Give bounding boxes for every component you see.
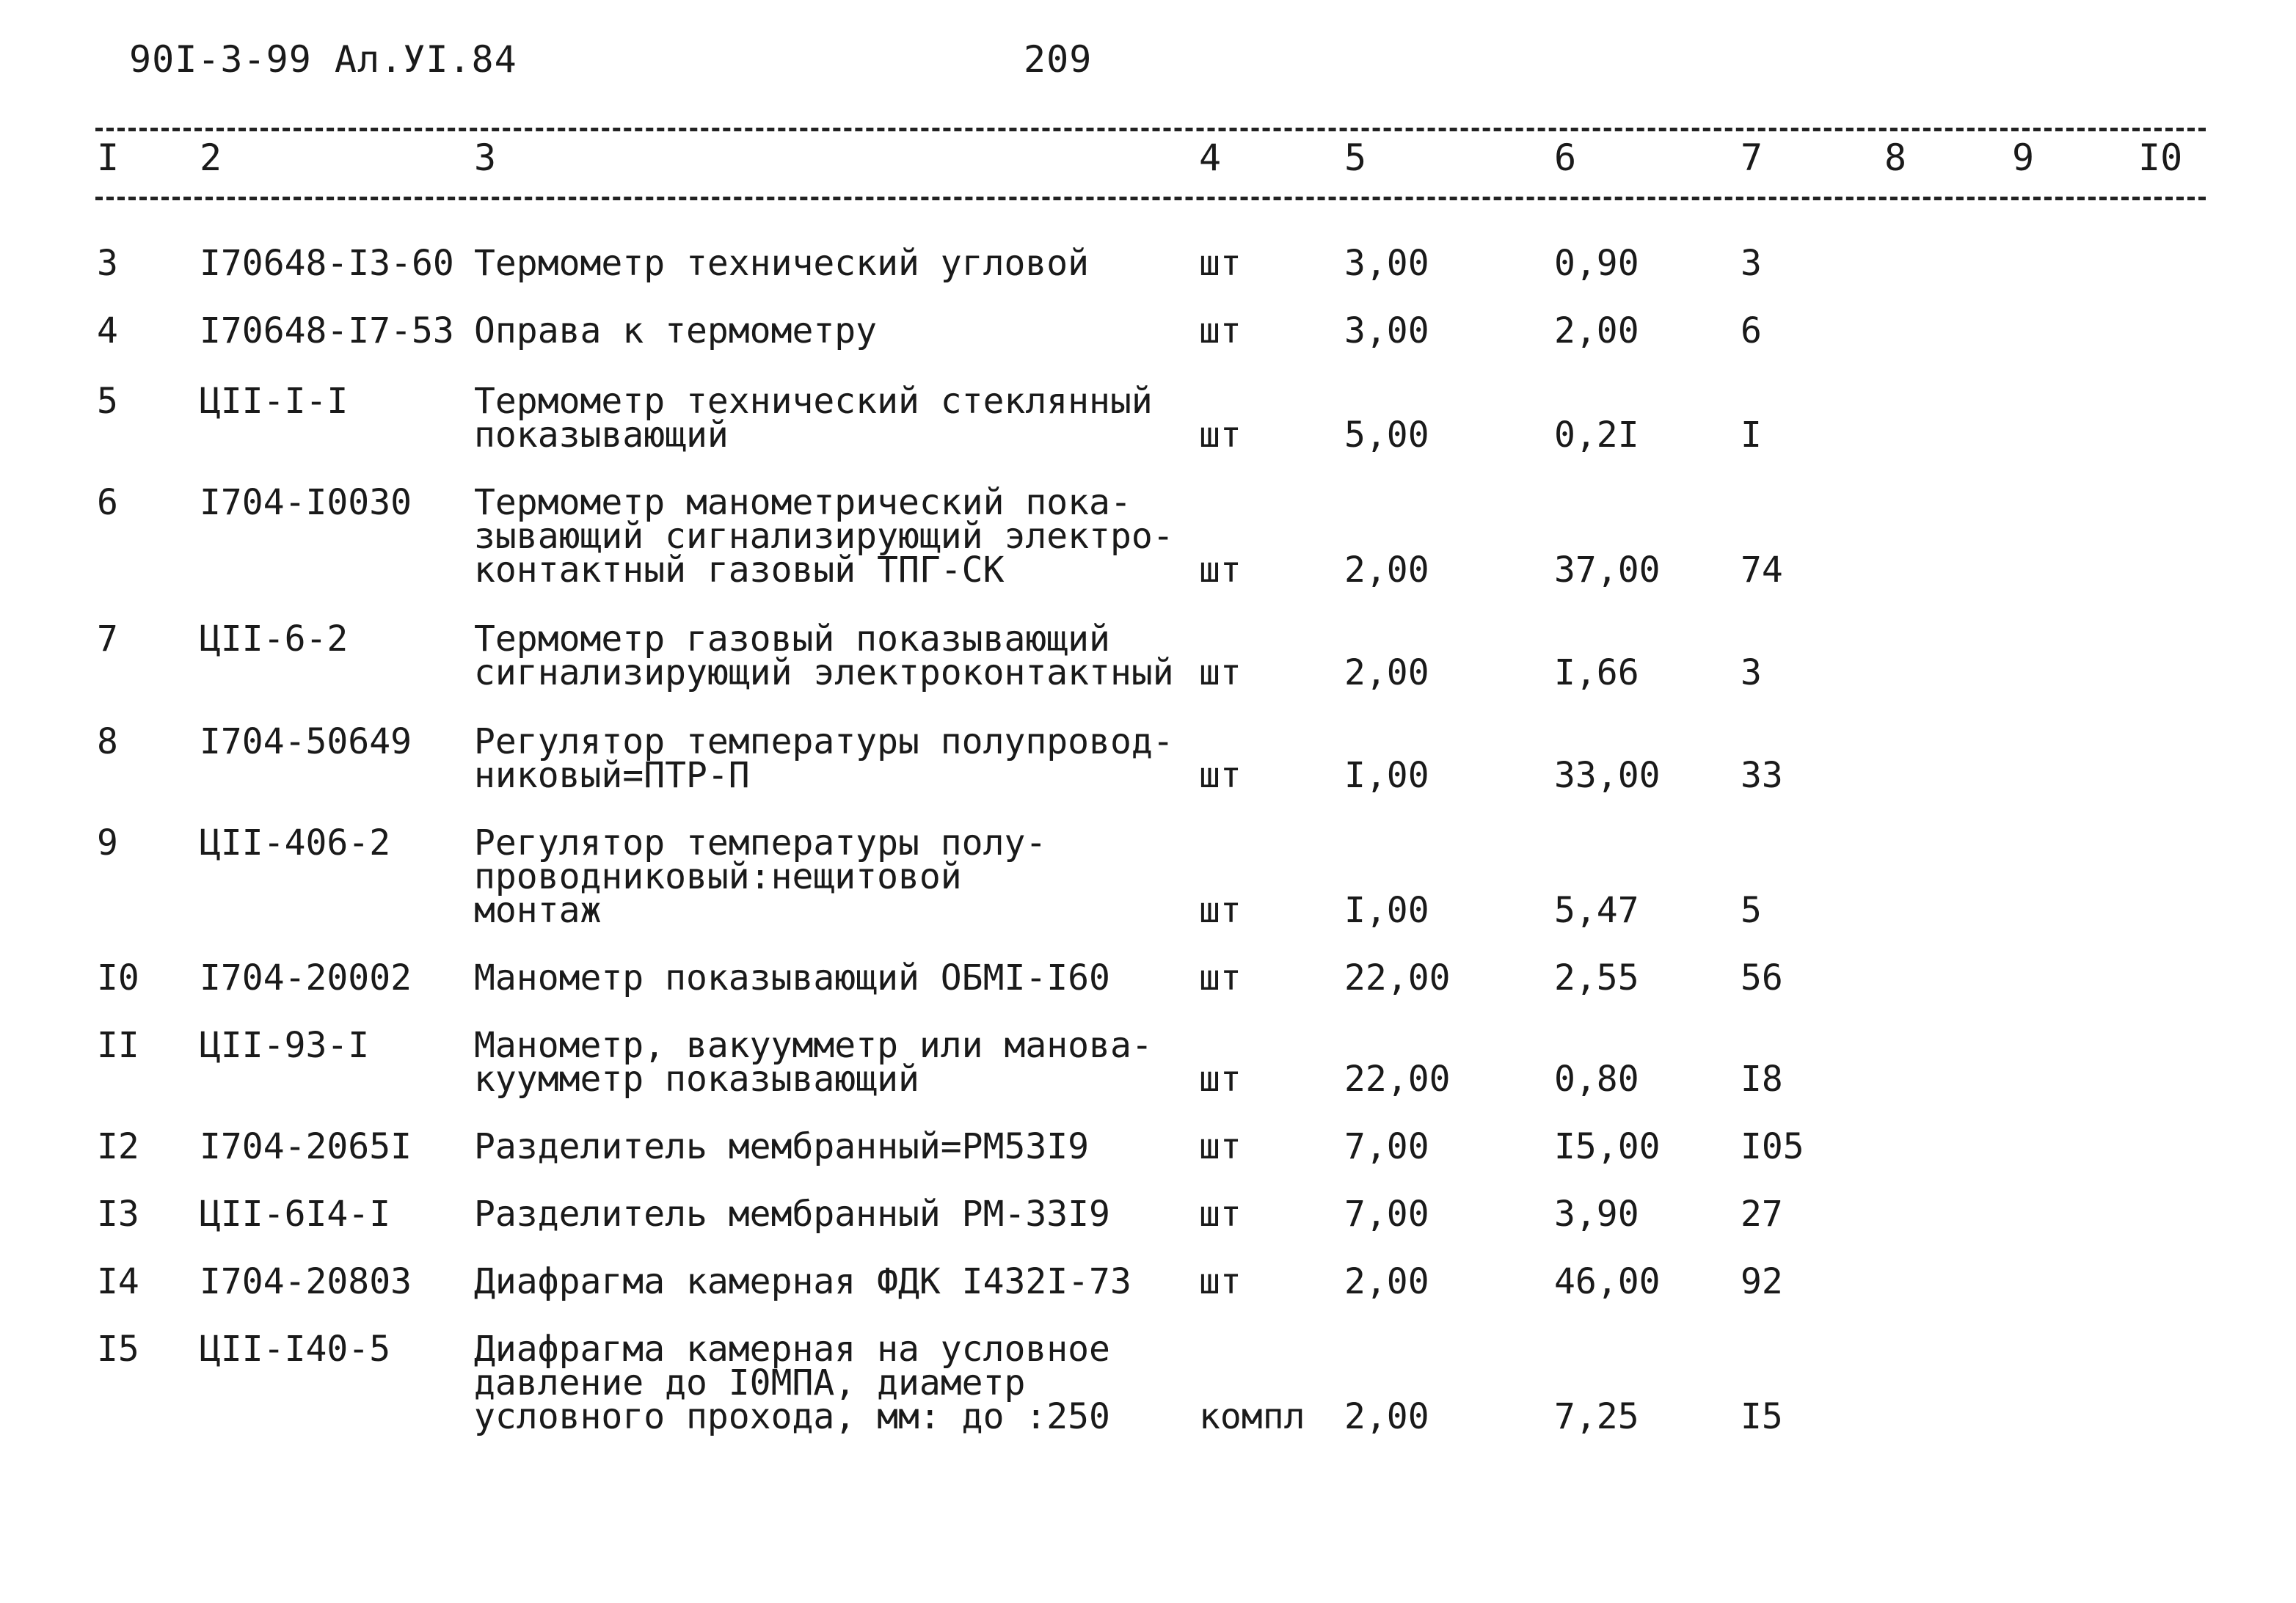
item-total: I	[1741, 415, 1762, 456]
item-quantity: 7,00	[1344, 1126, 1429, 1167]
item-price: 5,47	[1554, 890, 1639, 931]
item-total: 27	[1741, 1194, 1783, 1235]
item-quantity: 5,00	[1344, 415, 1429, 456]
item-unit: шт	[1199, 1261, 1242, 1302]
item-name: Разделитель мембранный=РМ53I9	[474, 1126, 1090, 1167]
column-number-1: I	[97, 136, 120, 179]
page-number: 209	[1024, 38, 1093, 81]
item-unit: шт	[1199, 890, 1242, 931]
table-header-rule	[95, 197, 2206, 200]
item-name: Оправа к термометру	[474, 310, 878, 351]
item-unit: компл	[1199, 1396, 1305, 1437]
row-number: 9	[97, 822, 118, 863]
row-number: 3	[97, 243, 118, 284]
row-number: I3	[97, 1194, 139, 1235]
column-number-8: 8	[1884, 136, 1907, 179]
item-quantity: 3,00	[1344, 243, 1429, 284]
item-name: Регулятор температуры полу- проводниковый:нещитовой монтаж	[474, 822, 1047, 931]
row-number: 5	[97, 381, 118, 422]
item-total: 33	[1741, 755, 1783, 796]
item-price: 46,00	[1554, 1261, 1661, 1302]
column-number-6: 6	[1554, 136, 1577, 179]
column-number-10: I0	[2138, 136, 2183, 179]
row-number: I0	[97, 957, 139, 998]
item-quantity: 3,00	[1344, 310, 1429, 351]
column-number-3: 3	[474, 136, 497, 179]
item-total: 5	[1741, 890, 1762, 931]
item-price: I,66	[1554, 652, 1639, 693]
item-code: I704-20803	[200, 1261, 412, 1302]
item-code: ЦII-406-2	[200, 822, 391, 863]
item-name: Термометр газовый показывающий сигнализирующий электроконтактный	[474, 618, 1174, 693]
item-price: 0,80	[1554, 1059, 1639, 1100]
item-price: 3,90	[1554, 1194, 1639, 1235]
item-unit: шт	[1199, 652, 1242, 693]
item-name: Диафрагма камерная на условное давление до I0МПА, диаметр условного прохода, мм: до :250	[474, 1329, 1110, 1437]
item-total: 74	[1741, 549, 1783, 591]
item-name: Термометр технический угловой	[474, 243, 1090, 284]
item-total: 3	[1741, 652, 1762, 693]
item-unit: шт	[1199, 310, 1242, 351]
item-code: I70648-I7-53	[200, 310, 454, 351]
item-code: I704-20002	[200, 957, 412, 998]
item-unit: шт	[1199, 957, 1242, 998]
item-unit: шт	[1199, 1126, 1242, 1167]
item-total: 6	[1741, 310, 1762, 351]
item-name: Регулятор температуры полупровод- никовый=ПТР-П	[474, 721, 1174, 796]
item-code: I704-I0030	[200, 482, 412, 523]
item-code: I70648-I3-60	[200, 243, 454, 284]
row-number: 7	[97, 618, 118, 660]
item-price: 7,25	[1554, 1396, 1639, 1437]
item-unit: шт	[1199, 549, 1242, 591]
column-number-2: 2	[200, 136, 222, 179]
row-number: I4	[97, 1261, 139, 1302]
row-number: 6	[97, 482, 118, 523]
item-quantity: 22,00	[1344, 957, 1451, 998]
item-code: ЦII-I40-5	[200, 1329, 391, 1370]
item-code: ЦII-93-I	[200, 1025, 370, 1066]
row-number: I2	[97, 1126, 139, 1167]
item-name: Манометр, вакуумметр или манова- куумметр показывающий	[474, 1025, 1153, 1100]
item-unit: шт	[1199, 1194, 1242, 1235]
item-code: ЦII-6-2	[200, 618, 349, 660]
item-code: ЦII-I-I	[200, 381, 349, 422]
column-number-5: 5	[1344, 136, 1367, 179]
column-number-7: 7	[1741, 136, 1763, 179]
row-number: 8	[97, 721, 118, 762]
item-quantity: 2,00	[1344, 652, 1429, 693]
item-price: 0,90	[1554, 243, 1639, 284]
item-code: I704-2065I	[200, 1126, 412, 1167]
row-number: II	[97, 1025, 139, 1066]
item-code: I704-50649	[200, 721, 412, 762]
column-number-4: 4	[1199, 136, 1222, 179]
document-code: 90I-3-99 Ал.УI.84	[129, 38, 517, 81]
item-quantity: I,00	[1344, 890, 1429, 931]
item-price: 0,2I	[1554, 415, 1639, 456]
item-unit: шт	[1199, 755, 1242, 796]
item-name: Манометр показывающий ОБМI-I60	[474, 957, 1110, 998]
item-total: I8	[1741, 1059, 1783, 1100]
item-quantity: 2,00	[1344, 1396, 1429, 1437]
item-quantity: 2,00	[1344, 549, 1429, 591]
item-quantity: 7,00	[1344, 1194, 1429, 1235]
item-quantity: I,00	[1344, 755, 1429, 796]
item-quantity: 2,00	[1344, 1261, 1429, 1302]
item-name: Диафрагма камерная ФДК I432I-73	[474, 1261, 1131, 1302]
item-total: 3	[1741, 243, 1762, 284]
item-price: 37,00	[1554, 549, 1661, 591]
item-unit: шт	[1199, 243, 1242, 284]
item-name: Термометр манометрический пока- зывающий сигнализирующий электро- контактный газовый ТПГ-СК	[474, 482, 1174, 591]
column-number-9: 9	[2012, 136, 2035, 179]
item-quantity: 22,00	[1344, 1059, 1451, 1100]
item-total: I05	[1741, 1126, 1804, 1167]
item-price: 33,00	[1554, 755, 1661, 796]
row-number: I5	[97, 1329, 139, 1370]
item-unit: шт	[1199, 415, 1242, 456]
item-total: I5	[1741, 1396, 1783, 1437]
row-number: 4	[97, 310, 118, 351]
item-total: 92	[1741, 1261, 1783, 1302]
item-name: Разделитель мембранный РМ-33I9	[474, 1194, 1110, 1235]
item-name: Термометр технический стеклянный показывающий	[474, 381, 1153, 456]
item-price: I5,00	[1554, 1126, 1661, 1167]
item-unit: шт	[1199, 1059, 1242, 1100]
item-price: 2,55	[1554, 957, 1639, 998]
item-code: ЦII-6I4-I	[200, 1194, 391, 1235]
table-top-rule	[95, 128, 2206, 131]
item-price: 2,00	[1554, 310, 1639, 351]
item-total: 56	[1741, 957, 1783, 998]
